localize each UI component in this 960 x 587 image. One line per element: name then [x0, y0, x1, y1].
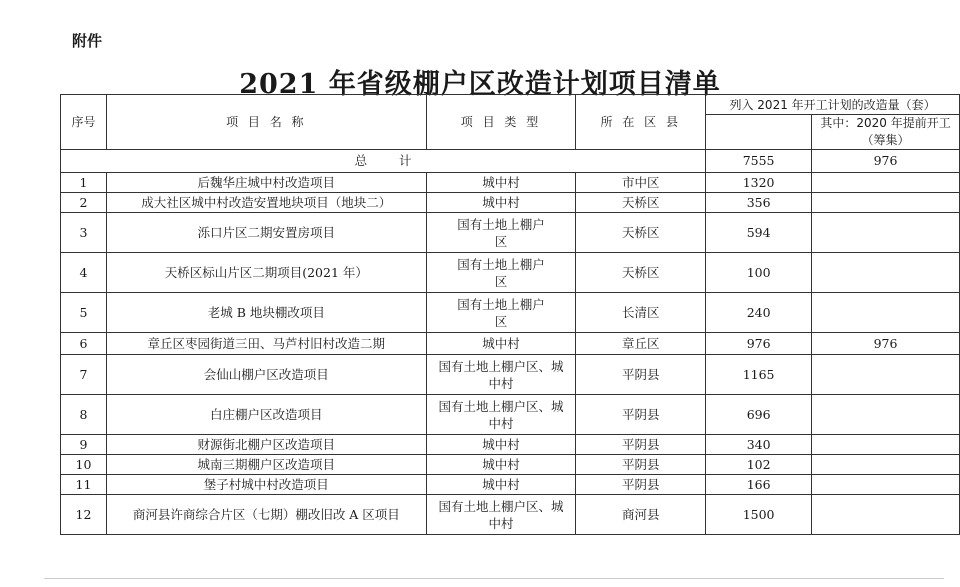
row-plan-amount: 1165: [706, 355, 812, 395]
row-seq: 10: [61, 455, 107, 475]
row-project-name: 老城 B 地块棚改项目: [106, 293, 426, 333]
row-seq: 2: [61, 193, 107, 213]
row-seq: 6: [61, 333, 107, 355]
table-row: [61, 333, 960, 355]
row-plan-amount: 240: [706, 293, 812, 333]
header-county: 所 在 区 县: [576, 95, 706, 150]
row-seq: 9: [61, 435, 107, 455]
row-seq: 8: [61, 395, 107, 435]
row-project-name: 天桥区标山片区二期项目(2021 年）: [106, 253, 426, 293]
row-project-name: 堡子村城中村改造项目: [106, 475, 426, 495]
row-county: 市中区: [576, 173, 706, 193]
row-project-type: 国有土地上棚户区: [426, 253, 576, 293]
row-plan-amount: 594: [706, 213, 812, 253]
row-project-name: 白庄棚户区改造项目: [106, 395, 426, 435]
row-project-type: 城中村: [426, 333, 576, 355]
row-advance: [812, 355, 960, 395]
project-table: [60, 94, 960, 535]
row-advance: [812, 193, 960, 213]
row-project-type: 城中村: [426, 173, 576, 193]
row-seq: 12: [61, 495, 107, 535]
table-row: [61, 253, 960, 293]
row-project-name: 成大社区城中村改造安置地块项目（地块二）: [106, 193, 426, 213]
row-plan-amount: 696: [706, 395, 812, 435]
row-project-type: 国有土地上棚户区、城中村: [426, 395, 576, 435]
row-project-name: 章丘区枣园街道三田、马芦村旧村改造二期: [106, 333, 426, 355]
row-project-type: 城中村: [426, 435, 576, 455]
row-county: 天桥区: [576, 213, 706, 253]
row-advance: [812, 455, 960, 475]
table-body: [61, 150, 960, 535]
table-row: [61, 455, 960, 475]
header-plan-amount: [706, 115, 812, 150]
table-row: [61, 355, 960, 395]
header-project-name: 项 目 名 称: [106, 95, 426, 150]
page-bottom-rule: [44, 578, 944, 579]
row-county: 天桥区: [576, 193, 706, 213]
row-project-type: 城中村: [426, 475, 576, 495]
table-row: [61, 213, 960, 253]
header-plan-group: 列入 2021 年开工计划的改造量（套）: [706, 95, 960, 115]
row-project-name: 会仙山棚户区改造项目: [106, 355, 426, 395]
table-row: [61, 395, 960, 435]
header-advance-start: 其中：2020 年提前开工（筹集）: [812, 115, 960, 150]
row-county: 平阴县: [576, 475, 706, 495]
row-plan-amount: 340: [706, 435, 812, 455]
row-advance: [812, 293, 960, 333]
project-table-container: [60, 94, 960, 535]
row-project-name: 商河县许商综合片区（七期）棚改旧改 A 区项目: [106, 495, 426, 535]
row-seq: 5: [61, 293, 107, 333]
table-row: [61, 495, 960, 535]
row-advance: [812, 173, 960, 193]
table-row: [61, 475, 960, 495]
total-advance: 976: [812, 150, 960, 173]
row-advance: [812, 435, 960, 455]
row-advance: [812, 495, 960, 535]
row-plan-amount: 1500: [706, 495, 812, 535]
row-county: 平阴县: [576, 395, 706, 435]
row-advance: [812, 253, 960, 293]
row-project-name: 财源街北棚户区改造项目: [106, 435, 426, 455]
document-title: 2021 年省级棚户区改造计划项目清单: [239, 69, 721, 100]
row-seq: 11: [61, 475, 107, 495]
table-row: [61, 435, 960, 455]
row-plan-amount: 166: [706, 475, 812, 495]
row-seq: 3: [61, 213, 107, 253]
row-plan-amount: 102: [706, 455, 812, 475]
row-advance: [812, 395, 960, 435]
row-seq: 7: [61, 355, 107, 395]
row-project-type: 国有土地上棚户区: [426, 293, 576, 333]
row-county: 天桥区: [576, 253, 706, 293]
row-project-name: 城南三期棚户区改造项目: [106, 455, 426, 475]
row-project-name: 后魏华庄城中村改造项目: [106, 173, 426, 193]
row-seq: 1: [61, 173, 107, 193]
row-project-name: 泺口片区二期安置房项目: [106, 213, 426, 253]
row-county: 章丘区: [576, 333, 706, 355]
table-row: [61, 293, 960, 333]
row-project-type: 城中村: [426, 193, 576, 213]
row-project-type: 城中村: [426, 455, 576, 475]
row-county: 平阴县: [576, 455, 706, 475]
row-advance: [812, 213, 960, 253]
table-row: [61, 173, 960, 193]
row-county: 平阴县: [576, 355, 706, 395]
row-county: 平阴县: [576, 435, 706, 455]
header-project-type: 项 目 类 型: [426, 95, 576, 150]
row-plan-amount: 100: [706, 253, 812, 293]
row-advance: [812, 475, 960, 495]
total-label: 总 计: [61, 150, 706, 173]
row-project-type: 国有土地上棚户区: [426, 213, 576, 253]
row-project-type: 国有土地上棚户区、城中村: [426, 355, 576, 395]
row-project-type: 国有土地上棚户区、城中村: [426, 495, 576, 535]
row-county: 长清区: [576, 293, 706, 333]
table-row: [61, 193, 960, 213]
total-row: [61, 150, 960, 173]
total-amount: 7555: [706, 150, 812, 173]
row-seq: 4: [61, 253, 107, 293]
header-seq: 序号: [61, 95, 107, 150]
row-plan-amount: 976: [706, 333, 812, 355]
row-county: 商河县: [576, 495, 706, 535]
attachment-label: 附件: [72, 32, 103, 50]
row-plan-amount: 1320: [706, 173, 812, 193]
row-plan-amount: 356: [706, 193, 812, 213]
row-advance: 976: [812, 333, 960, 355]
